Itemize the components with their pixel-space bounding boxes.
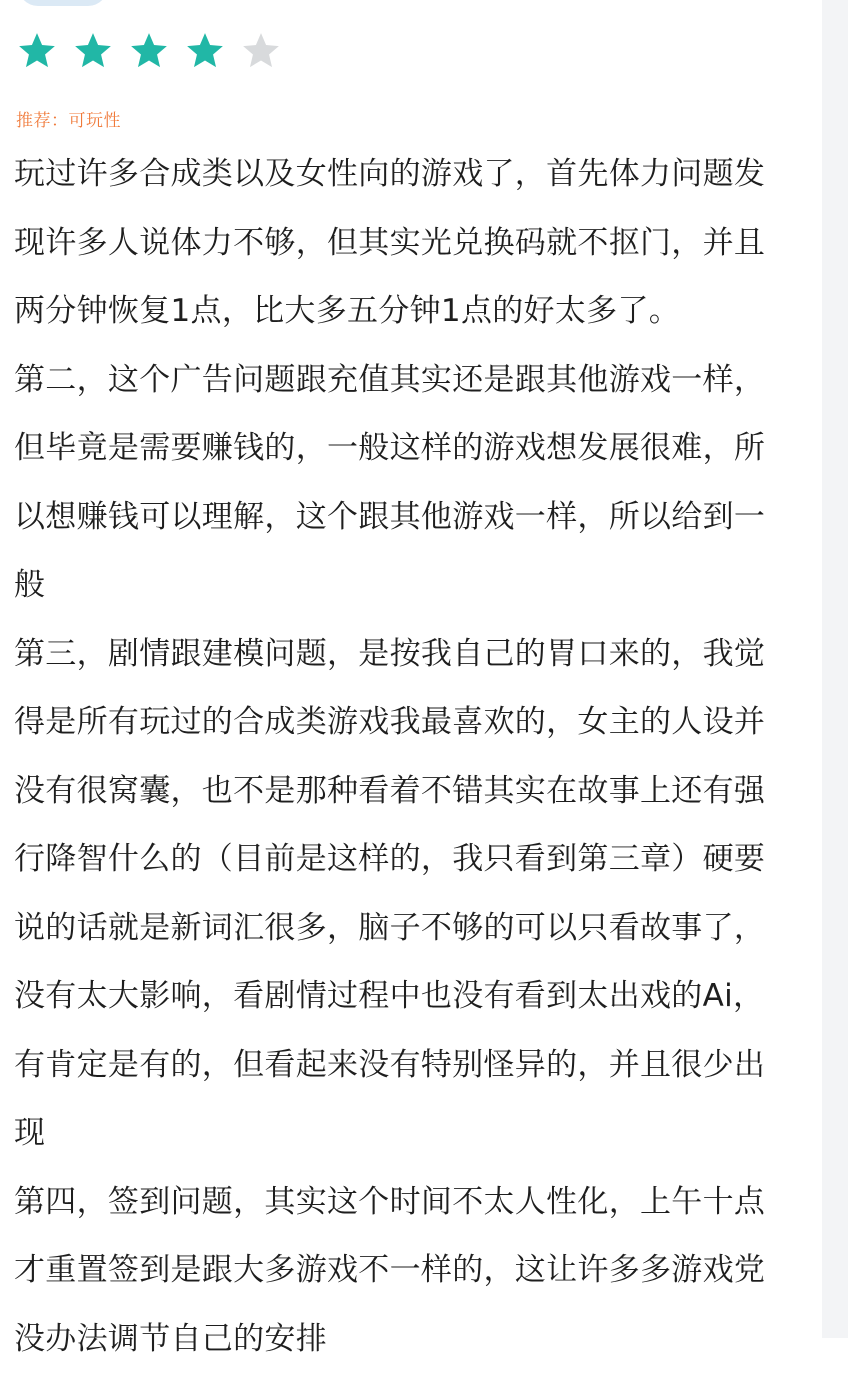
star-filled-icon	[128, 30, 170, 72]
star-filled-icon	[184, 30, 226, 72]
review-text	[14, 140, 792, 1373]
star-filled-icon	[72, 30, 114, 72]
review-paragraph-2: 第二，这个广告问题跟充值其实还是跟其他游戏一样，但毕竟是需要赚钱的，一般这样的游戏想发展很难，所以想赚钱可以理解，这个跟其他游戏一样，所以给到一般	[14, 346, 792, 620]
star-empty-icon	[240, 30, 282, 72]
recommend-tag: 推荐：可玩性	[16, 106, 121, 131]
review-paragraph-3: 第三，剧情跟建模问题，是按我自己的胃口来的，我觉得是所有玩过的合成类游戏我最喜欢的，女主的人设并没有很窝囊，也不是那种看着不错其实在故事上还有强行降智什么的（目前是这样的，我只看到第三章）硬要说的话就是新词汇很多，脑子不够的可以只看故事了，没有太大影响，看剧情过程中也没有看到太出戏的Ai，有肯定是有的，但看起来没有特别怪异的，并且很少出现	[14, 620, 792, 1168]
star-filled-icon	[16, 30, 58, 72]
scroll-gutter	[822, 0, 848, 1338]
review-paragraph-4: 第四，签到问题，其实这个时间不太人性化，上午十点才重置签到是跟大多游戏不一样的，这让许多多游戏党没办法调节自己的安排	[14, 1168, 792, 1373]
review-paragraph-1: 玩过许多合成类以及女性向的游戏了，首先体力问题发现许多人说体力不够，但其实光兑换码就不抠门，并且两分钟恢复1点，比大多五分钟1点的好太多了。	[14, 140, 792, 346]
star-rating	[16, 30, 282, 72]
avatar	[18, 0, 108, 6]
